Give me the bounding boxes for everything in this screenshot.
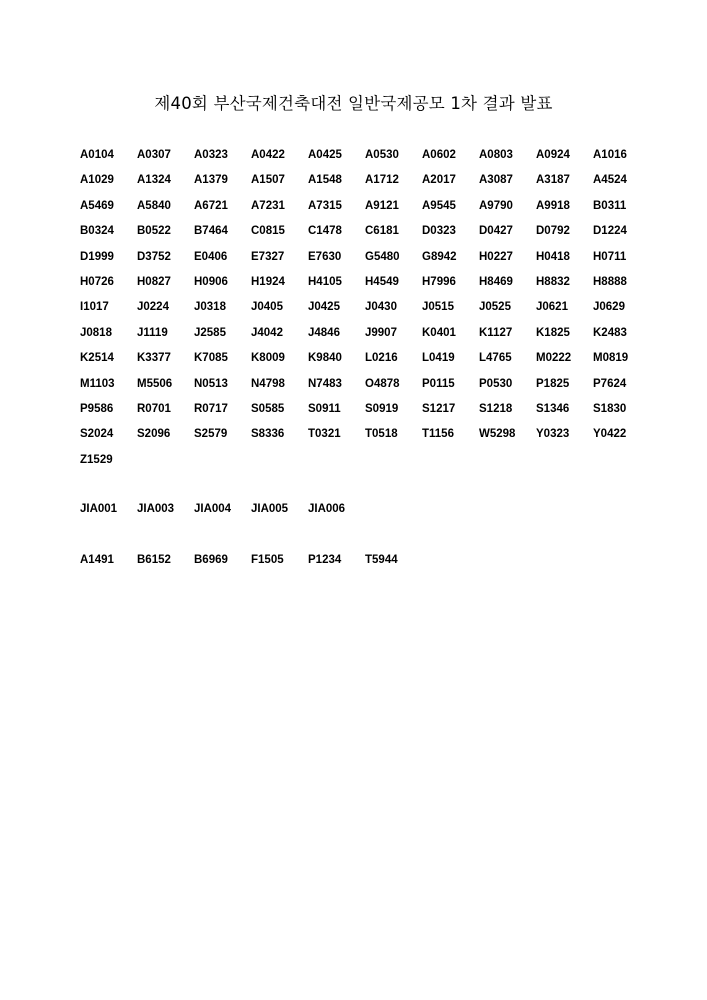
entry-code: S2096 <box>137 428 171 441</box>
code-row <box>80 376 650 401</box>
entry-code: K0401 <box>422 326 456 339</box>
entry-code: D1999 <box>80 250 114 263</box>
entry-code: J4846 <box>308 326 340 339</box>
entry-code: A7315 <box>308 199 342 212</box>
entry-code: B6152 <box>137 554 171 566</box>
entry-code: J9907 <box>365 326 397 339</box>
entry-code: J0224 <box>137 301 169 314</box>
entry-code: C1478 <box>308 225 342 238</box>
entry-code: H8832 <box>536 275 570 288</box>
entry-code: T1156 <box>422 428 454 441</box>
entry-code: J0818 <box>80 326 112 339</box>
entry-code: A1324 <box>137 174 171 187</box>
results-section-additional <box>80 552 650 577</box>
entry-code: S1217 <box>422 402 456 415</box>
code-row <box>80 401 650 426</box>
entry-code: G5480 <box>365 250 400 263</box>
entry-code: H8469 <box>479 275 513 288</box>
entry-code: S8336 <box>251 428 285 441</box>
entry-code: P7624 <box>593 377 627 390</box>
entry-code: P0530 <box>479 377 513 390</box>
code-row <box>80 274 650 299</box>
entry-code: T5944 <box>365 554 398 566</box>
entry-code: B6969 <box>194 554 228 566</box>
entry-code: J2585 <box>194 326 226 339</box>
entry-code: Y0422 <box>593 428 627 441</box>
entry-code: O4878 <box>365 377 400 390</box>
entry-code: J0425 <box>308 301 340 314</box>
entry-code: D0427 <box>479 225 513 238</box>
entry-code: T0321 <box>308 428 341 441</box>
code-row <box>80 299 650 324</box>
entry-code: A1029 <box>80 174 114 187</box>
code-row <box>80 501 650 526</box>
entry-code: J0405 <box>251 301 283 314</box>
code-row <box>80 198 650 223</box>
entry-code: H1924 <box>251 275 285 288</box>
entry-code: J0318 <box>194 301 226 314</box>
entry-code: K9840 <box>308 352 342 365</box>
entry-code: R0701 <box>137 402 171 415</box>
entry-code: M5506 <box>137 377 173 390</box>
entry-code: A3187 <box>536 174 570 187</box>
code-row <box>80 249 650 274</box>
entry-code: JIA006 <box>308 503 346 515</box>
entry-code: T0518 <box>365 428 398 441</box>
entry-code: W5298 <box>479 428 516 441</box>
entry-code: J0629 <box>593 301 625 314</box>
entry-code: A0803 <box>479 149 513 161</box>
entry-code: H0726 <box>80 275 114 288</box>
entry-code: N4798 <box>251 377 285 390</box>
entry-code: D0323 <box>422 225 456 238</box>
results-section-jia <box>80 501 650 526</box>
entry-code: E0406 <box>194 250 228 263</box>
entry-code: H0418 <box>536 250 570 263</box>
entry-code: S2024 <box>80 428 114 441</box>
entry-code: A0323 <box>194 149 228 161</box>
code-row <box>80 147 650 172</box>
entry-code: J0525 <box>479 301 511 314</box>
entry-code: P1825 <box>536 377 570 390</box>
entry-code: A9121 <box>365 199 399 212</box>
entry-code: K2514 <box>80 352 114 365</box>
entry-code: S0911 <box>308 402 341 415</box>
entry-code: A1712 <box>365 174 399 187</box>
code-row <box>80 552 650 577</box>
page-title: 제40회 부산국제건축대전 일반국제공모 1차 결과 발표 <box>154 94 553 113</box>
entry-code: D0792 <box>536 225 570 238</box>
entry-code: E7630 <box>308 250 342 263</box>
entry-code: A0422 <box>251 149 285 161</box>
entry-code: P0115 <box>422 377 455 390</box>
entry-code: F1505 <box>251 554 284 566</box>
entry-code: A1507 <box>251 174 285 187</box>
entry-code: A1491 <box>80 554 114 566</box>
entry-code: A9790 <box>479 199 513 212</box>
entry-code: A1016 <box>593 149 627 161</box>
entry-code: A5840 <box>137 199 171 212</box>
entry-code: I1017 <box>80 301 109 314</box>
entry-code: E7327 <box>251 250 285 263</box>
entry-code: H7996 <box>422 275 456 288</box>
entry-code: K2483 <box>593 326 627 339</box>
entry-code: A9918 <box>536 199 570 212</box>
entry-code: A7231 <box>251 199 285 212</box>
entry-code: A0602 <box>422 149 456 161</box>
entry-code: A0924 <box>536 149 570 161</box>
entry-code: Y0323 <box>536 428 570 441</box>
entry-code: H4105 <box>308 275 342 288</box>
entry-code: B0311 <box>593 199 627 212</box>
entry-code: M0222 <box>536 352 572 365</box>
entry-code: S0585 <box>251 402 285 415</box>
entry-code: M1103 <box>80 377 115 390</box>
entry-code: A3087 <box>479 174 513 187</box>
entry-code: JIA005 <box>251 503 289 515</box>
entry-code: B0522 <box>137 225 171 238</box>
entry-code: S1218 <box>479 402 513 415</box>
entry-code: JIA001 <box>80 503 118 515</box>
entry-code: H0711 <box>593 250 627 263</box>
entry-code: D3752 <box>137 250 171 263</box>
code-row <box>80 325 650 350</box>
entry-code: C0815 <box>251 225 285 238</box>
entry-code: D1224 <box>593 225 627 238</box>
entry-code: A9545 <box>422 199 456 212</box>
code-row <box>80 452 650 477</box>
entry-code: C6181 <box>365 225 399 238</box>
entry-code: A0307 <box>137 149 171 161</box>
entry-code: R0717 <box>194 402 228 415</box>
entry-code: H0827 <box>137 275 171 288</box>
entry-code: A5469 <box>80 199 114 212</box>
entry-code: M0819 <box>593 352 629 365</box>
code-row <box>80 223 650 248</box>
entry-code: P1234 <box>308 554 342 566</box>
entry-code: J0515 <box>422 301 454 314</box>
code-row <box>80 426 650 451</box>
entry-code: J0621 <box>536 301 568 314</box>
entry-code: H8888 <box>593 275 627 288</box>
code-row <box>80 172 650 197</box>
entry-code: J0430 <box>365 301 397 314</box>
entry-code: G8942 <box>422 250 457 263</box>
entry-code: K8009 <box>251 352 285 365</box>
entry-code: N7483 <box>308 377 342 390</box>
entry-code: H0906 <box>194 275 228 288</box>
entry-code: A1379 <box>194 174 228 187</box>
entry-code: A6721 <box>194 199 228 212</box>
entry-code: S2579 <box>194 428 228 441</box>
entry-code: J1119 <box>137 326 168 339</box>
entry-code: K7085 <box>194 352 228 365</box>
entry-code: Z1529 <box>80 453 113 466</box>
entry-code: S1346 <box>536 402 570 415</box>
entry-code: A0104 <box>80 149 114 161</box>
entry-code: L0419 <box>422 352 455 365</box>
entry-code: A0425 <box>308 149 342 161</box>
entry-code: L0216 <box>365 352 398 365</box>
entry-code: K1127 <box>479 326 513 339</box>
entry-code: B7464 <box>194 225 228 238</box>
entry-code: J4042 <box>251 326 283 339</box>
entry-code: B0324 <box>80 225 114 238</box>
entry-code: P9586 <box>80 402 114 415</box>
entry-code: A2017 <box>422 174 456 187</box>
entry-code: H0227 <box>479 250 513 263</box>
entry-code: A0530 <box>365 149 399 161</box>
code-row <box>80 350 650 375</box>
entry-code: JIA004 <box>194 503 232 515</box>
entry-code: L4765 <box>479 352 512 365</box>
entry-code: A1548 <box>308 174 342 187</box>
entry-code: K3377 <box>137 352 171 365</box>
entry-code: S0919 <box>365 402 399 415</box>
entry-code: JIA003 <box>137 503 175 515</box>
entry-code: S1830 <box>593 402 627 415</box>
entry-code: A4524 <box>593 174 627 187</box>
results-section-general <box>80 147 650 477</box>
entry-code: H4549 <box>365 275 399 288</box>
entry-code: K1825 <box>536 326 570 339</box>
entry-code: N0513 <box>194 377 228 390</box>
